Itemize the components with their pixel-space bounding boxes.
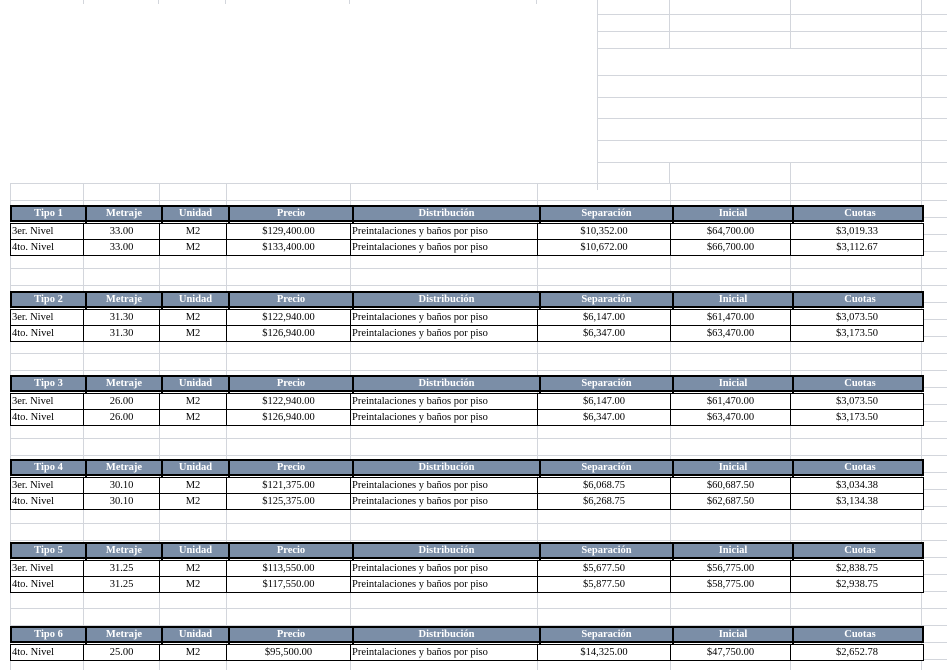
table-row: [10, 576, 924, 593]
header-cell-metraje[interactable]: Metraje: [85, 628, 161, 645]
cell-distribucion[interactable]: Preintalaciones y baños por piso: [350, 326, 537, 341]
cell-precio[interactable]: $117,550.00: [226, 577, 350, 592]
cell-cuotas[interactable]: $3,073.50: [790, 394, 923, 409]
header-cell-type[interactable]: Tipo 4: [34, 462, 63, 473]
gridline: [597, 48, 947, 49]
cell-inicial[interactable]: $56,775.00: [670, 561, 790, 576]
cell-nivel[interactable]: 4to. Nivel: [12, 412, 54, 423]
cell-distribucion[interactable]: Preintalaciones y baños por piso: [350, 494, 537, 509]
header-cell-separacion[interactable]: Separación: [539, 293, 672, 310]
cell-metraje[interactable]: 31.30: [83, 310, 159, 325]
header-cell-type[interactable]: Tipo 3: [34, 378, 63, 389]
cell-inicial[interactable]: $64,700.00: [670, 224, 790, 239]
cell-cuotas[interactable]: $3,019.33: [790, 224, 923, 239]
header-cell-metraje[interactable]: Metraje: [85, 207, 161, 224]
cell-inicial[interactable]: $47,750.00: [670, 645, 790, 660]
table-row: [10, 223, 924, 240]
table-header: [10, 542, 924, 559]
gridline: [597, 140, 947, 141]
gridline: [83, 183, 84, 670]
gridline: [597, 97, 947, 98]
gridline: [670, 183, 671, 670]
cell-unidad[interactable]: M2: [159, 494, 226, 509]
cell-unidad[interactable]: M2: [159, 561, 226, 576]
table-row: [10, 393, 924, 410]
cell-cuotas[interactable]: $3,173.50: [790, 410, 923, 425]
cell-inicial[interactable]: $63,470.00: [670, 410, 790, 425]
cell-cuotas[interactable]: $2,838.75: [790, 561, 923, 576]
cell-precio[interactable]: $125,375.00: [226, 494, 350, 509]
cell-unidad[interactable]: M2: [159, 240, 226, 255]
table-header: [10, 291, 924, 308]
cell-precio[interactable]: $133,400.00: [226, 240, 350, 255]
header-cell-separacion[interactable]: Separación: [539, 377, 672, 394]
table-row: [10, 309, 924, 326]
header-cell-unidad[interactable]: Unidad: [161, 377, 228, 394]
cell-precio[interactable]: $122,940.00: [226, 310, 350, 325]
header-cell-precio[interactable]: Precio: [228, 293, 352, 310]
header-cell-inicial[interactable]: Inicial: [672, 207, 792, 224]
gridline: [10, 285, 947, 286]
header-cell-inicial[interactable]: Inicial: [672, 293, 792, 310]
cell-cuotas[interactable]: $3,112.67: [790, 240, 923, 255]
cell-separacion[interactable]: $5,877.50: [537, 577, 670, 592]
table-row: [10, 477, 924, 494]
header-cell-precio[interactable]: Precio: [228, 628, 352, 645]
table-row: [10, 644, 924, 661]
gridline: [790, 0, 791, 48]
gridline: [10, 370, 947, 371]
cell-nivel[interactable]: 3er. Nivel: [12, 226, 54, 237]
gridline: [597, 75, 947, 76]
gridline: [10, 438, 947, 439]
cell-inicial[interactable]: $66,700.00: [670, 240, 790, 255]
cell-nivel[interactable]: 4to. Nivel: [12, 496, 54, 507]
cell-unidad[interactable]: M2: [159, 645, 226, 660]
header-cell-distribucion[interactable]: Distribución: [352, 207, 539, 224]
gridline: [790, 183, 791, 670]
header-cell-metraje[interactable]: Metraje: [85, 377, 161, 394]
header-cell-type[interactable]: Tipo 1: [34, 208, 63, 219]
header-cell-distribucion[interactable]: Distribución: [352, 293, 539, 310]
cell-precio[interactable]: $129,400.00: [226, 224, 350, 239]
cell-unidad[interactable]: M2: [159, 478, 226, 493]
header-cell-cuotas[interactable]: Cuotas: [792, 207, 926, 224]
gridline: [597, 14, 947, 15]
gridline: [10, 268, 947, 269]
cell-precio[interactable]: $126,940.00: [226, 410, 350, 425]
header-cell-separacion[interactable]: Separación: [539, 544, 672, 561]
gridline: [10, 540, 947, 541]
table-row: [10, 493, 924, 510]
cell-inicial[interactable]: $61,470.00: [670, 310, 790, 325]
gridline: [10, 183, 11, 670]
cell-separacion[interactable]: $6,147.00: [537, 310, 670, 325]
cell-metraje[interactable]: 30.10: [83, 478, 159, 493]
gridline: [159, 183, 160, 670]
cell-precio[interactable]: $113,550.00: [226, 561, 350, 576]
header-cell-type[interactable]: Tipo 2: [34, 294, 63, 305]
header-cell-metraje[interactable]: Metraje: [85, 293, 161, 310]
table-row: [10, 409, 924, 426]
header-cell-cuotas[interactable]: Cuotas: [792, 293, 926, 310]
cell-nivel[interactable]: 3er. Nivel: [12, 563, 54, 574]
cell-inicial[interactable]: $58,775.00: [670, 577, 790, 592]
table-row: [10, 560, 924, 577]
header-cell-distribucion[interactable]: Distribución: [352, 628, 539, 645]
cell-metraje[interactable]: 30.10: [83, 494, 159, 509]
header-cell-cuotas[interactable]: Cuotas: [792, 461, 926, 478]
cell-metraje[interactable]: 33.00: [83, 240, 159, 255]
cell-separacion[interactable]: $6,268.75: [537, 494, 670, 509]
header-cell-cuotas[interactable]: Cuotas: [792, 377, 926, 394]
header-cell-inicial[interactable]: Inicial: [672, 628, 792, 645]
cell-cuotas[interactable]: $3,034.38: [790, 478, 923, 493]
header-cell-inicial[interactable]: Inicial: [672, 377, 792, 394]
cell-separacion[interactable]: $14,325.00: [537, 645, 670, 660]
cell-distribucion[interactable]: Preintalaciones y baños por piso: [350, 478, 537, 493]
table-header: [10, 459, 924, 476]
gridline: [921, 183, 922, 670]
header-cell-distribucion[interactable]: Distribución: [352, 461, 539, 478]
gridline: [597, 0, 598, 190]
gridline: [10, 353, 947, 354]
header-cell-cuotas[interactable]: Cuotas: [792, 628, 926, 645]
header-cell-metraje[interactable]: Metraje: [85, 461, 161, 478]
gridline: [537, 183, 538, 670]
gridline: [10, 455, 947, 456]
cell-nivel[interactable]: 4to. Nivel: [12, 328, 54, 339]
header-cell-separacion[interactable]: Separación: [539, 628, 672, 645]
cell-inicial[interactable]: $62,687.50: [670, 494, 790, 509]
gridline: [597, 118, 947, 119]
cell-inicial[interactable]: $61,470.00: [670, 394, 790, 409]
header-cell-separacion[interactable]: Separación: [539, 461, 672, 478]
cell-unidad[interactable]: M2: [159, 410, 226, 425]
gridline: [10, 183, 947, 184]
gridline: [226, 183, 227, 670]
header-cell-inicial[interactable]: Inicial: [672, 461, 792, 478]
gridline: [536, 0, 537, 4]
table-header: [10, 626, 924, 643]
cell-distribucion[interactable]: Preintalaciones y baños por piso: [350, 310, 537, 325]
gridline: [669, 162, 670, 183]
header-cell-separacion[interactable]: Separación: [539, 207, 672, 224]
cell-nivel[interactable]: 4to. Nivel: [12, 579, 54, 590]
header-cell-unidad[interactable]: Unidad: [161, 544, 228, 561]
cell-unidad[interactable]: M2: [159, 577, 226, 592]
cell-nivel[interactable]: 3er. Nivel: [12, 480, 54, 491]
cell-separacion[interactable]: $6,347.00: [537, 326, 670, 341]
cell-cuotas[interactable]: $3,173.50: [790, 326, 923, 341]
cell-separacion[interactable]: $6,068.75: [537, 478, 670, 493]
cell-separacion[interactable]: $10,352.00: [537, 224, 670, 239]
cell-unidad[interactable]: M2: [159, 326, 226, 341]
gridline: [10, 608, 947, 609]
gridline: [10, 200, 947, 201]
header-cell-unidad[interactable]: Unidad: [161, 461, 228, 478]
cell-cuotas[interactable]: $2,652.78: [790, 645, 923, 660]
cell-separacion[interactable]: $6,347.00: [537, 410, 670, 425]
cell-distribucion[interactable]: Preintalaciones y baños por piso: [350, 645, 537, 660]
cell-distribucion[interactable]: Preintalaciones y baños por piso: [350, 224, 537, 239]
cell-unidad[interactable]: M2: [159, 310, 226, 325]
cell-distribucion[interactable]: Preintalaciones y baños por piso: [350, 394, 537, 409]
cell-precio[interactable]: $95,500.00: [226, 645, 350, 660]
gridline: [597, 31, 947, 32]
cell-unidad[interactable]: M2: [159, 224, 226, 239]
table-header: [10, 205, 924, 222]
table-header: [10, 375, 924, 392]
cell-nivel[interactable]: 3er. Nivel: [12, 396, 54, 407]
gridline: [83, 0, 84, 4]
header-cell-precio[interactable]: Precio: [228, 377, 352, 394]
header-cell-distribucion[interactable]: Distribución: [352, 377, 539, 394]
cell-metraje[interactable]: 33.00: [83, 224, 159, 239]
header-cell-unidad[interactable]: Unidad: [161, 628, 228, 645]
cell-separacion[interactable]: $6,147.00: [537, 394, 670, 409]
header-cell-precio[interactable]: Precio: [228, 461, 352, 478]
header-cell-inicial[interactable]: Inicial: [672, 544, 792, 561]
gridline: [350, 183, 351, 670]
gridline: [225, 0, 226, 4]
header-cell-distribucion[interactable]: Distribución: [352, 544, 539, 561]
header-cell-type[interactable]: Tipo 5: [34, 545, 63, 556]
cell-metraje[interactable]: 31.25: [83, 577, 159, 592]
cell-nivel[interactable]: 4to. Nivel: [12, 647, 54, 658]
cell-metraje[interactable]: 26.00: [83, 410, 159, 425]
cell-metraje[interactable]: 31.25: [83, 561, 159, 576]
cell-precio[interactable]: $126,940.00: [226, 326, 350, 341]
cell-distribucion[interactable]: Preintalaciones y baños por piso: [350, 561, 537, 576]
header-cell-precio[interactable]: Precio: [228, 544, 352, 561]
cell-separacion[interactable]: $10,672.00: [537, 240, 670, 255]
gridline: [10, 523, 947, 524]
cell-separacion[interactable]: $5,677.50: [537, 561, 670, 576]
gridline: [669, 0, 670, 48]
gridline: [790, 162, 791, 183]
cell-inicial[interactable]: $60,687.50: [670, 478, 790, 493]
gridline: [158, 0, 159, 4]
gridline: [349, 0, 350, 4]
header-cell-type[interactable]: Tipo 6: [34, 629, 63, 640]
cell-distribucion[interactable]: Preintalaciones y baños por piso: [350, 577, 537, 592]
cell-unidad[interactable]: M2: [159, 394, 226, 409]
cell-cuotas[interactable]: $2,938.75: [790, 577, 923, 592]
cell-precio[interactable]: $121,375.00: [226, 478, 350, 493]
cell-inicial[interactable]: $63,470.00: [670, 326, 790, 341]
cell-precio[interactable]: $122,940.00: [226, 394, 350, 409]
cell-metraje[interactable]: 31.30: [83, 326, 159, 341]
cell-metraje[interactable]: 26.00: [83, 394, 159, 409]
header-cell-unidad[interactable]: Unidad: [161, 293, 228, 310]
cell-distribucion[interactable]: Preintalaciones y baños por piso: [350, 410, 537, 425]
header-cell-precio[interactable]: Precio: [228, 207, 352, 224]
cell-cuotas[interactable]: $3,073.50: [790, 310, 923, 325]
cell-nivel[interactable]: 4to. Nivel: [12, 242, 54, 253]
table-row: [10, 239, 924, 256]
cell-nivel[interactable]: 3er. Nivel: [12, 312, 54, 323]
header-cell-metraje[interactable]: Metraje: [85, 544, 161, 561]
cell-cuotas[interactable]: $3,134.38: [790, 494, 923, 509]
cell-metraje[interactable]: 25.00: [83, 645, 159, 660]
cell-distribucion[interactable]: Preintalaciones y baños por piso: [350, 240, 537, 255]
header-cell-cuotas[interactable]: Cuotas: [792, 544, 926, 561]
header-cell-unidad[interactable]: Unidad: [161, 207, 228, 224]
table-row: [10, 325, 924, 342]
gridline: [597, 162, 947, 163]
